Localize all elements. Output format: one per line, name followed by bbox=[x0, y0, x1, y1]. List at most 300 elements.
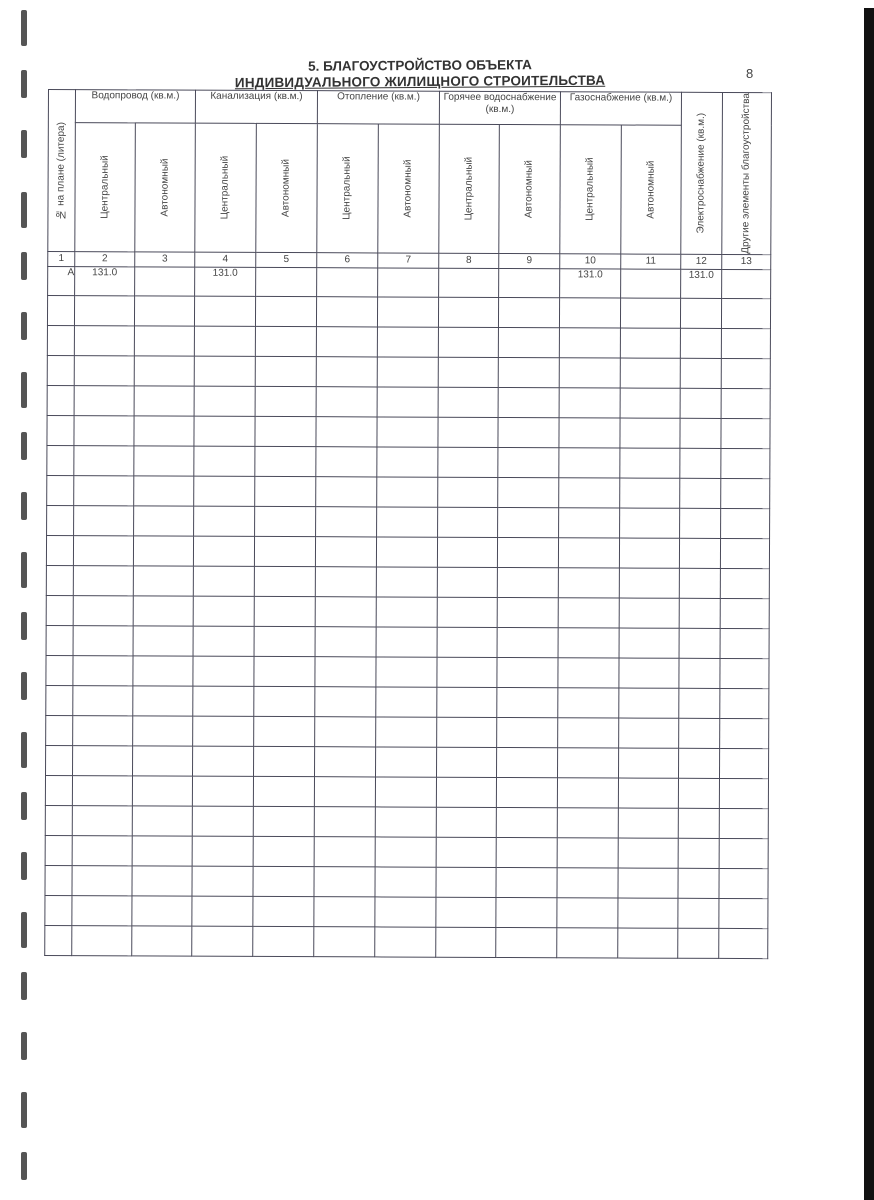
table-cell bbox=[679, 688, 720, 718]
table-cell: 131.0 bbox=[195, 267, 256, 296]
table-cell bbox=[73, 745, 133, 775]
table-cell bbox=[72, 895, 132, 925]
header-water-central: Центральный bbox=[75, 122, 136, 251]
table-cell bbox=[678, 808, 719, 838]
table-cell bbox=[315, 536, 376, 566]
table-cell bbox=[134, 326, 194, 356]
table-cell bbox=[558, 597, 619, 627]
table-cell bbox=[557, 807, 618, 837]
table-cell bbox=[721, 508, 770, 538]
table-cell bbox=[680, 388, 721, 418]
title-line-1: 5. БЛАГОУСТРОЙСТВО ОБЪЕКТА bbox=[307, 57, 532, 74]
table-cell bbox=[557, 897, 618, 927]
table-cell bbox=[73, 685, 133, 715]
table-row bbox=[46, 745, 769, 778]
table-cell bbox=[376, 657, 437, 687]
table-cell bbox=[498, 327, 559, 357]
column-number: 1 bbox=[48, 251, 75, 266]
table-cell: 131.0 bbox=[560, 268, 621, 297]
table-cell bbox=[558, 627, 619, 657]
table-cell bbox=[193, 716, 254, 746]
table-cell bbox=[679, 628, 720, 658]
table-cell bbox=[678, 868, 719, 898]
table-cell bbox=[620, 418, 680, 448]
table-cell bbox=[719, 928, 768, 958]
table-cell bbox=[620, 508, 680, 538]
table-cell bbox=[254, 596, 315, 626]
table-cell bbox=[46, 745, 73, 775]
table-cell bbox=[618, 838, 678, 868]
table-cell bbox=[375, 897, 436, 927]
table-cell bbox=[376, 687, 437, 717]
table-cell bbox=[719, 898, 768, 928]
table-cell bbox=[314, 776, 375, 806]
table-cell bbox=[376, 597, 437, 627]
table-cell bbox=[194, 476, 255, 506]
table-cell bbox=[72, 805, 132, 835]
table-cell bbox=[620, 358, 680, 388]
binding-mark bbox=[21, 852, 27, 880]
table-cell bbox=[438, 357, 498, 387]
table-cell bbox=[133, 716, 193, 746]
table-cell bbox=[437, 627, 497, 657]
table-cell bbox=[254, 656, 315, 686]
table-cell bbox=[377, 387, 438, 417]
table-row bbox=[46, 655, 769, 688]
table-cell bbox=[254, 716, 315, 746]
table-cell bbox=[72, 925, 132, 955]
table-cell bbox=[133, 686, 193, 716]
table-cell bbox=[375, 837, 436, 867]
table-cell bbox=[619, 568, 679, 598]
binding-mark bbox=[21, 130, 27, 158]
table-row bbox=[46, 565, 769, 598]
table-row bbox=[47, 445, 770, 478]
table-cell bbox=[193, 746, 254, 776]
table-cell bbox=[194, 386, 255, 416]
header-water-autonomous: Автономный bbox=[135, 122, 196, 251]
table-cell bbox=[438, 387, 498, 417]
table-cell bbox=[47, 505, 74, 535]
table-cell bbox=[680, 418, 721, 448]
table-cell bbox=[316, 446, 377, 476]
table-cell bbox=[193, 596, 254, 626]
column-number: 3 bbox=[135, 252, 195, 267]
column-number: 12 bbox=[681, 254, 722, 269]
header-hot-water-central: Центральный bbox=[439, 124, 500, 253]
table-cell bbox=[719, 778, 768, 808]
title-line-2: ИНДИВИДУАЛЬНОГО ЖИЛИЩНОГО СТРОИТЕЛЬСТВА bbox=[234, 72, 606, 91]
binding-mark bbox=[21, 372, 27, 408]
table-cell bbox=[73, 565, 133, 595]
table-cell bbox=[46, 685, 73, 715]
table-cell bbox=[679, 598, 720, 628]
table-cell bbox=[496, 777, 557, 807]
table-cell bbox=[438, 477, 498, 507]
table-cell bbox=[499, 268, 560, 297]
header-other: Другие элементы благоустройства bbox=[722, 92, 772, 254]
table-cell bbox=[47, 475, 74, 505]
table-cell bbox=[46, 595, 73, 625]
table-cell bbox=[439, 297, 499, 327]
table-cell bbox=[678, 898, 719, 928]
table-cell bbox=[316, 356, 377, 386]
table-cell bbox=[680, 508, 721, 538]
table-cell bbox=[498, 477, 559, 507]
table-cell bbox=[679, 718, 720, 748]
table-cell bbox=[74, 475, 134, 505]
binding-mark bbox=[21, 1152, 27, 1180]
table-cell bbox=[74, 445, 134, 475]
binding-mark bbox=[21, 552, 27, 588]
table-cell bbox=[316, 476, 377, 506]
table-cell bbox=[134, 356, 194, 386]
table-cell bbox=[436, 777, 496, 807]
table-cell bbox=[681, 298, 722, 328]
table-cell: 131.0 bbox=[681, 269, 722, 298]
table-cell bbox=[253, 836, 314, 866]
table-cell bbox=[45, 865, 72, 895]
table-cell bbox=[255, 386, 316, 416]
table-cell bbox=[621, 298, 681, 328]
table-cell bbox=[378, 268, 439, 297]
table-cell bbox=[721, 448, 770, 478]
table-cell bbox=[498, 417, 559, 447]
table-cell bbox=[255, 506, 316, 536]
table-cell bbox=[192, 896, 253, 926]
table-cell bbox=[436, 837, 496, 867]
table-cell bbox=[194, 296, 255, 326]
binding-holes bbox=[18, 0, 32, 1200]
table-cell bbox=[680, 478, 721, 508]
table-cell bbox=[72, 865, 132, 895]
table-cell bbox=[559, 447, 620, 477]
table-cell bbox=[498, 387, 559, 417]
table-cell bbox=[47, 295, 74, 325]
header-gas-autonomous: Автономный bbox=[621, 125, 682, 254]
table-cell bbox=[46, 535, 73, 565]
scan-edge bbox=[864, 8, 874, 1200]
table-cell bbox=[678, 928, 719, 958]
table-cell bbox=[375, 777, 436, 807]
table-cell bbox=[134, 416, 194, 446]
table-cell bbox=[255, 446, 316, 476]
table-cell bbox=[377, 507, 438, 537]
table-cell bbox=[132, 806, 192, 836]
table-cell bbox=[557, 927, 618, 957]
binding-mark bbox=[21, 312, 27, 340]
table-cell bbox=[45, 895, 72, 925]
table-cell bbox=[73, 655, 133, 685]
table-cell bbox=[134, 476, 194, 506]
table-cell bbox=[558, 747, 619, 777]
table-cell bbox=[254, 746, 315, 776]
table-cell bbox=[620, 328, 680, 358]
table-cell bbox=[376, 567, 437, 597]
binding-mark bbox=[21, 252, 27, 280]
table-cell bbox=[133, 536, 193, 566]
header-sewer-autonomous: Автономный bbox=[256, 123, 318, 252]
table-cell bbox=[438, 507, 498, 537]
table-cell bbox=[133, 566, 193, 596]
table-cell bbox=[619, 598, 679, 628]
table-cell bbox=[73, 625, 133, 655]
table-row bbox=[46, 625, 769, 658]
table-cell bbox=[619, 748, 679, 778]
table-cell bbox=[559, 387, 620, 417]
table-cell bbox=[438, 417, 498, 447]
table-cell bbox=[559, 417, 620, 447]
table-cell bbox=[720, 748, 769, 778]
table-cell bbox=[559, 507, 620, 537]
table-cell bbox=[621, 269, 681, 298]
table-cell bbox=[618, 898, 678, 928]
table-cell bbox=[719, 838, 768, 868]
table-row bbox=[46, 715, 769, 748]
table-cell bbox=[74, 355, 134, 385]
table-cell bbox=[315, 746, 376, 776]
binding-mark bbox=[21, 70, 27, 98]
table-cell bbox=[377, 357, 438, 387]
table-cell bbox=[497, 627, 558, 657]
table-cell bbox=[496, 897, 557, 927]
table-cell bbox=[498, 357, 559, 387]
table-cell bbox=[73, 715, 133, 745]
page-number: 8 bbox=[746, 66, 754, 81]
table-cell bbox=[497, 537, 558, 567]
table-cell bbox=[618, 778, 678, 808]
table-cell bbox=[253, 926, 314, 956]
binding-mark bbox=[21, 972, 27, 1000]
table-cell bbox=[194, 326, 255, 356]
table-cell bbox=[317, 267, 378, 296]
header-heating: Отопление (кв.м.) bbox=[317, 91, 439, 124]
table-cell bbox=[45, 835, 72, 865]
binding-mark bbox=[21, 672, 27, 700]
header-sewer: Канализация (кв.м.) bbox=[195, 90, 317, 123]
table-cell bbox=[254, 566, 315, 596]
table-cell bbox=[132, 896, 192, 926]
table-cell bbox=[253, 776, 314, 806]
table-row bbox=[47, 385, 770, 418]
table-cell bbox=[496, 807, 557, 837]
table-cell bbox=[135, 267, 195, 296]
table-row bbox=[47, 295, 770, 328]
table-cell bbox=[496, 837, 557, 867]
table-row bbox=[45, 835, 768, 868]
table-cell: 131.0 bbox=[75, 266, 135, 295]
table-cell bbox=[558, 717, 619, 747]
column-number: 9 bbox=[499, 253, 560, 268]
table-cell bbox=[193, 626, 254, 656]
table-cell bbox=[192, 926, 253, 956]
table-cell bbox=[376, 627, 437, 657]
table-cell bbox=[314, 896, 375, 926]
table-cell bbox=[132, 836, 192, 866]
table-cell bbox=[47, 445, 74, 475]
table-cell bbox=[376, 537, 437, 567]
table-cell bbox=[376, 717, 437, 747]
table-cell bbox=[256, 267, 317, 296]
table-cell bbox=[134, 446, 194, 476]
table-cell bbox=[193, 656, 254, 686]
table-cell bbox=[74, 385, 134, 415]
table-cell bbox=[720, 688, 769, 718]
table-cell bbox=[719, 868, 768, 898]
table-row bbox=[45, 925, 768, 958]
table-cell bbox=[45, 775, 72, 805]
binding-mark bbox=[21, 732, 27, 768]
table-cell bbox=[45, 925, 72, 955]
table-cell bbox=[192, 806, 253, 836]
table-cell bbox=[557, 867, 618, 897]
table-cell bbox=[437, 657, 497, 687]
column-number: 13 bbox=[722, 254, 771, 269]
binding-mark bbox=[21, 912, 27, 948]
table-cell bbox=[680, 328, 721, 358]
table-row bbox=[47, 325, 770, 358]
table-cell bbox=[437, 747, 497, 777]
table-cell bbox=[620, 388, 680, 418]
column-number: 5 bbox=[256, 252, 317, 267]
table-cell bbox=[316, 296, 377, 326]
section-title bbox=[160, 56, 680, 92]
table-cell bbox=[316, 416, 377, 446]
column-number: 8 bbox=[439, 253, 499, 268]
table-cell bbox=[133, 656, 193, 686]
table-cell bbox=[721, 388, 770, 418]
table-cell bbox=[437, 537, 497, 567]
table-cell bbox=[253, 806, 314, 836]
binding-mark bbox=[21, 792, 27, 820]
table-cell bbox=[254, 686, 315, 716]
table-cell bbox=[316, 326, 377, 356]
table-cell bbox=[315, 566, 376, 596]
table-cell bbox=[134, 386, 194, 416]
table-cell bbox=[377, 477, 438, 507]
table-cell bbox=[619, 688, 679, 718]
table-cell bbox=[497, 687, 558, 717]
table-cell bbox=[192, 776, 253, 806]
table-cell bbox=[436, 867, 496, 897]
table-row bbox=[46, 595, 769, 628]
table-cell bbox=[619, 628, 679, 658]
table-cell bbox=[558, 567, 619, 597]
table-cell bbox=[722, 298, 771, 328]
table-cell bbox=[619, 658, 679, 688]
table-cell bbox=[438, 327, 498, 357]
header-electric: Электроснабжение (кв.м.) bbox=[681, 92, 723, 254]
table-cell bbox=[314, 836, 375, 866]
header-hot-water-autonomous: Автономный bbox=[499, 124, 561, 253]
table-cell bbox=[72, 835, 132, 865]
table-cell: А bbox=[48, 266, 75, 295]
table-cell bbox=[720, 628, 769, 658]
table-cell bbox=[45, 805, 72, 835]
table-cell bbox=[376, 747, 437, 777]
table-cell bbox=[133, 626, 193, 656]
header-heating-central: Центральный bbox=[317, 123, 379, 252]
table-cell bbox=[377, 417, 438, 447]
table-cell bbox=[46, 715, 73, 745]
table-cell bbox=[558, 687, 619, 717]
table-cell bbox=[497, 567, 558, 597]
table-cell bbox=[496, 867, 557, 897]
table-cell bbox=[559, 327, 620, 357]
header-hot-water: Горячее водоснабжение (кв.м.) bbox=[439, 91, 560, 124]
table-cell bbox=[253, 896, 314, 926]
table-cell bbox=[316, 506, 377, 536]
table-cell bbox=[132, 776, 192, 806]
table-cell bbox=[722, 269, 771, 298]
table-cell bbox=[46, 565, 73, 595]
column-number: 11 bbox=[621, 254, 681, 269]
table-cell bbox=[438, 447, 498, 477]
table-cell bbox=[133, 596, 193, 626]
table-cell bbox=[436, 927, 496, 957]
table-cell bbox=[73, 595, 133, 625]
table-row bbox=[45, 775, 768, 808]
table-cell bbox=[679, 748, 720, 778]
table-cell bbox=[375, 867, 436, 897]
table-cell bbox=[498, 507, 559, 537]
table-row bbox=[47, 415, 770, 448]
table-cell bbox=[194, 506, 255, 536]
table-cell bbox=[558, 657, 619, 687]
table-cell bbox=[74, 325, 134, 355]
table-cell bbox=[497, 747, 558, 777]
binding-mark bbox=[21, 1092, 27, 1128]
table-cell bbox=[315, 626, 376, 656]
table-cell bbox=[134, 506, 194, 536]
table-cell bbox=[315, 656, 376, 686]
table-cell bbox=[620, 478, 680, 508]
table-cell bbox=[253, 866, 314, 896]
table-cell bbox=[679, 658, 720, 688]
table-cell bbox=[436, 897, 496, 927]
table-cell bbox=[558, 537, 619, 567]
binding-mark bbox=[21, 1032, 27, 1060]
table-cell bbox=[497, 597, 558, 627]
table-cell bbox=[721, 418, 770, 448]
header-water: Водопровод (кв.м.) bbox=[75, 90, 195, 123]
column-number: 4 bbox=[195, 252, 256, 267]
table-cell bbox=[436, 807, 496, 837]
table-cell bbox=[497, 657, 558, 687]
table-cell bbox=[719, 808, 768, 838]
table-cell bbox=[316, 386, 377, 416]
table-cell bbox=[192, 866, 253, 896]
table-cell bbox=[720, 658, 769, 688]
table-cell bbox=[254, 536, 315, 566]
table-cell bbox=[375, 807, 436, 837]
table-cell bbox=[377, 327, 438, 357]
table-row bbox=[45, 865, 768, 898]
header-gas-central: Центральный bbox=[560, 124, 622, 253]
table-cell bbox=[498, 447, 559, 477]
table-cell bbox=[134, 296, 194, 326]
table-cell bbox=[557, 777, 618, 807]
table-cell bbox=[499, 297, 560, 327]
table-cell bbox=[47, 385, 74, 415]
table-cell bbox=[47, 355, 74, 385]
table-cell bbox=[314, 806, 375, 836]
table-cell bbox=[73, 535, 133, 565]
table-cell bbox=[194, 446, 255, 476]
table-cell bbox=[720, 538, 769, 568]
table-cell bbox=[47, 415, 74, 445]
column-number: 7 bbox=[378, 253, 439, 268]
